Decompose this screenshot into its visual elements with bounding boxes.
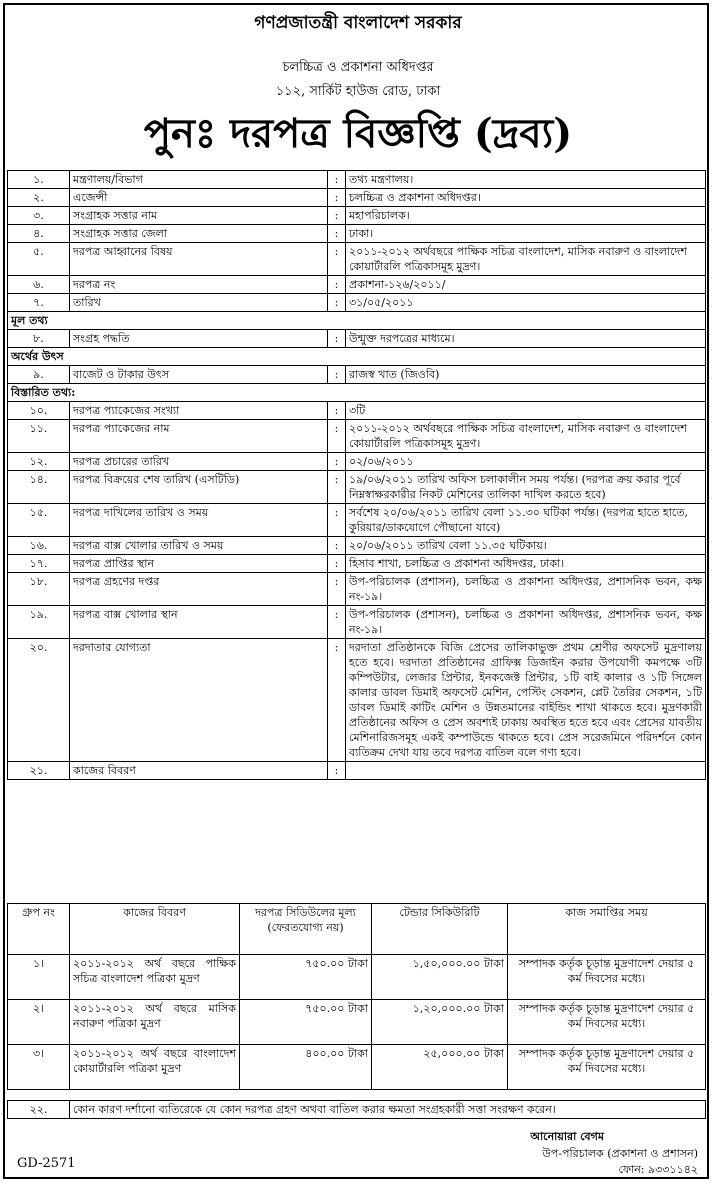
row-colon: : (328, 366, 346, 384)
section-heading (8, 384, 706, 402)
row-value: উন্মুক্ত দরপত্রের মাধ্যমে। (346, 330, 706, 348)
work-details-body (8, 904, 706, 1090)
row-label: সংগ্রহ পদ্ধতি (70, 330, 328, 348)
row-value: ঢাকা। (346, 225, 706, 243)
department-address: ১১২, সার্কিট হাউজ রোড, ঢাকা (275, 84, 441, 99)
detail-row (8, 537, 706, 555)
row-number: ৭. (8, 294, 70, 312)
row-label: সংগ্রাহক সত্তার জেলা (70, 225, 328, 243)
row-number: ৯. (8, 366, 70, 384)
detail-row (8, 573, 706, 606)
tender-security: ১,৫০,০০০.০০ টাকা (372, 955, 508, 1000)
row-label: দরপত্র গ্রহণের দপ্তর (70, 573, 328, 606)
row-value: ৩টি (346, 402, 706, 420)
completion-time: সম্পাদক কর্তৃক চূড়ান্ত মুদ্রণাদেশ দেয়ার ৫ কর্ম দিবসের মধ্যে। (508, 1045, 706, 1090)
department-name: চলচ্চিত্র ও প্রকাশনা অধিদপ্তর (282, 60, 434, 75)
section-title: অর্থের উৎস (8, 348, 706, 366)
info-row (8, 189, 706, 207)
row-label: দরপত্র প্যাকেজের সংখ্যা (70, 402, 328, 420)
row-22 (8, 1101, 706, 1119)
row-colon: : (328, 276, 346, 294)
work-details-table (7, 903, 706, 1090)
detail-row (8, 606, 706, 639)
work-row (8, 1000, 706, 1045)
group-number: ২। (8, 1000, 70, 1045)
detail-row (8, 639, 706, 762)
detail-row (8, 402, 706, 420)
row-colon: : (328, 471, 346, 504)
row-number: ২২. (8, 1101, 70, 1119)
row-value: সর্বশেষ ২০/০৬/২০১১ তারিখ বেলা ১১.৩০ ঘটিকা পর্যন্ত। (দরপত্র হাতে হাতে, কুরিয়ার/ডাকযোগে পৌছানো যাবে) (346, 504, 706, 537)
row-label: দরপত্র নং (70, 276, 328, 294)
row-number: ১৯. (8, 606, 70, 639)
section-title: বিস্তারিত তথ্য: (8, 384, 706, 402)
row-colon: : (328, 504, 346, 537)
row-colon: : (328, 189, 346, 207)
row-value: উপ-পরিচালক (প্রশাসন), চলচ্চিত্র ও প্রকাশনা অধিদপ্তর, প্রশাসনিক ভবন, কক্ষ নং-১৯। (346, 573, 706, 606)
row-label: দরপত্র প্রচারের তারিখ (70, 453, 328, 471)
detail-row (8, 504, 706, 537)
row-number: ৪. (8, 225, 70, 243)
info-row (8, 276, 706, 294)
schedule-price: ৪০০.০০ টাকা (240, 1045, 372, 1090)
row-value: ২০১১-২০১২ অর্থবছরে পাক্ষিক সচিত্র বাংলাদেশ, মাসিক নবারুণ ও বাংলাদেশ কোয়ার্টারলি পত্রিকাসমূহ মুদ্রণ। (346, 420, 706, 453)
row-colon: : (328, 243, 346, 276)
row-value: কোন কারণ দর্শানো ব্যতিরেকে যে কোন দরপত্র গ্রহণ অথবা বাতিল করার ক্ষমতা সংগ্রহকারী সত্তা সংরক্ষণ করেন। (70, 1101, 706, 1119)
row-colon: : (328, 537, 346, 555)
row-number: ১৬. (8, 537, 70, 555)
detail-row (8, 762, 706, 780)
section-heading (8, 312, 706, 330)
row-colon: : (328, 762, 346, 780)
row-number: ১৮. (8, 573, 70, 606)
row-number: ৬. (8, 276, 70, 294)
row-value: মহাপরিচালক। (346, 207, 706, 225)
row-colon: : (328, 207, 346, 225)
tender-security: ১,২০,০০০.০০ টাকা (372, 1000, 508, 1045)
info-row (8, 366, 706, 384)
row-colon: : (328, 453, 346, 471)
row-colon: : (328, 225, 346, 243)
detail-row (8, 420, 706, 453)
row-label: দরদাতার যোগ্যতা (70, 639, 328, 762)
row-value: ২০/০৬/২০১১ তারিখ বেলা ১১.৩৫ ঘটিকায়। (346, 537, 706, 555)
work-row (8, 955, 706, 1000)
gd-code: GD-2571 (17, 1156, 76, 1171)
row-number: ২১. (8, 762, 70, 780)
work-header-row (8, 904, 706, 955)
row-number: ৫. (8, 243, 70, 276)
row-value: ১৯/০৬/২০১১ তারিখ অফিস চলাকালীন সময় পর্যন্ত। (দরপত্র ক্রয় করার পূর্বে নিম্নস্বাক্ষরকারীর নিকট মেশিনের তালিকা দাখিল করতে হবে) (346, 471, 706, 504)
row-colon: : (328, 639, 346, 762)
info-row (8, 225, 706, 243)
row-colon: : (328, 294, 346, 312)
tender-info-body (8, 171, 706, 780)
schedule-price: ৭৫০.০০ টাকা (240, 955, 372, 1000)
work-column-header: দরপত্র সিডিউলের মূল্য (ফেরতযোগ্য নয়) (240, 904, 372, 955)
row-label: মন্ত্রণালয়/বিভাগ (70, 171, 328, 189)
row-value: দরদাতা প্রতিষ্ঠানকে বিজি প্রেসের তালিকাভুক্ত প্রথম শ্রেণীর অফসেট মুদ্রণালয় হতে হবে। দরদাতা প্রতিষ্ঠানের গ্রাফিক্স ডিজাইন করার উপযোগী কমপক্ষে ৩টি কম্পিউটার, লেজার প্রিন্টার, ইনকজেক্ট প্রিন্টার, ১টি বাই কালার ও ১টি সিঙ্গেল কালার ডাবল ডিমাই অফসেট মেশিন, পেস্টিং সেকশন, প্লেট তৈরির সেকশন, ১টি ডাবল ডিমাই কাটিং মেশিন ও উন্নতমানের বাইন্ডিং শাখা থাকতে হবে। মুদ্রণকারী প্রতিষ্ঠানের অফিস ও প্রেস অবশ্যই ঢাকায় অবস্থিত হতে হবে এবং প্রেসের যাবতীয় মেশিনারিজসমূহ একই কম্পাউন্ডে থাকতে হবে। প্রেস সরেজমিনে পরিদর্শনে কোন ব্যতিক্রম দেখা যায় তবে দরপত্র বাতিল বলে গণ্য হবে। (346, 639, 706, 762)
row-colon: : (328, 171, 346, 189)
row-label: দরপত্র আহ্বানের বিষয় (70, 243, 328, 276)
row-number: ১৭. (8, 555, 70, 573)
signatory-designation: উপ-পরিচালক (প্রকাশনা ও প্রশাসন) (542, 1147, 698, 1160)
row-colon: : (328, 555, 346, 573)
section-title: মূল তথ্য (8, 312, 706, 330)
row-label: এজেন্সী (70, 189, 328, 207)
row-label: কাজের বিবরণ (70, 762, 328, 780)
row-value: হিসাব শাখা, চলচ্চিত্র ও প্রকাশনা অধিদপ্তর, ঢাকা। (346, 555, 706, 573)
row-value: ২০১১-২০১২ অর্থবছরে পাক্ষিক সচিত্র বাংলাদেশ, মাসিক নবারুণ ও বাংলাদেশ কোয়ার্টারলি পত্রিকাসমূহ মুদ্রণ। (346, 243, 706, 276)
work-description: ২০১১-২০১২ অর্থ বছরে মাসিক নবারুণ পত্রিকা মুদ্রণ (70, 1000, 240, 1045)
row-value: ০২/০৬/২০১১ (346, 453, 706, 471)
row-number: ১২. (8, 453, 70, 471)
row-number: ১. (8, 171, 70, 189)
work-row (8, 1045, 706, 1090)
notice-title: পুনঃ দরপত্র বিজ্ঞপ্তি (দ্রব্য) (143, 110, 573, 157)
row-number: ৮. (8, 330, 70, 348)
row-colon: : (328, 420, 346, 453)
completion-time: সম্পাদক কর্তৃক চূড়ান্ত মুদ্রণাদেশ দেয়ার ৫ কর্ম দিবসের মধ্যে। (508, 1000, 706, 1045)
row-value: চলচ্চিত্র ও প্রকাশনা অধিদপ্তর। (346, 189, 706, 207)
info-row (8, 294, 706, 312)
info-row (8, 330, 706, 348)
work-column-header: কাজের বিবরণ (70, 904, 240, 955)
row-value: প্রকাশনা-১২৬/২০১১/ (346, 276, 706, 294)
schedule-price: ৭৫০.০০ টাকা (240, 1000, 372, 1045)
info-row (8, 207, 706, 225)
row-label: তারিখ (70, 294, 328, 312)
work-description: ২০১১-২০১২ অর্থ বছরে পাক্ষিক সচিত্র বাংলাদেশ পত্রিকা মুদ্রণ (70, 955, 240, 1000)
final-clause-table (7, 1100, 706, 1119)
row-label: দরপত্র প্যাকেজের নাম (70, 420, 328, 453)
detail-row (8, 555, 706, 573)
tender-security: ২৫,০০০.০০ টাকা (372, 1045, 508, 1090)
row-number: ১১. (8, 420, 70, 453)
row-number: ১৫. (8, 504, 70, 537)
group-number: ৩। (8, 1045, 70, 1090)
section-heading (8, 348, 706, 366)
row-number: ২. (8, 189, 70, 207)
detail-row (8, 471, 706, 504)
work-column-header: টেন্ডার সিকিউরিটি (372, 904, 508, 955)
row-label: বাজেট ও টাকার উৎস (70, 366, 328, 384)
work-column-header: গ্রুপ নং (8, 904, 70, 955)
row-value (346, 762, 706, 780)
row-colon: : (328, 330, 346, 348)
row-label: দরপত্র বাক্স খোলার তারিখ ও সময় (70, 537, 328, 555)
row-value: ৩১/০৫/২০১১ (346, 294, 706, 312)
row-number: ১০. (8, 402, 70, 420)
row-label: দরপত্র বাক্স খোলার স্থান (70, 606, 328, 639)
row-value: উপ-পরিচালক (প্রশাসন), চলচ্চিত্র ও প্রকাশনা অধিদপ্তর, প্রশাসনিক ভবন, কক্ষ নং-১৯। (346, 606, 706, 639)
work-column-header: কাজ সমাপ্তির সময় (508, 904, 706, 955)
row-value: তথ্য মন্ত্রণালয়। (346, 171, 706, 189)
signatory-name: আনোয়ারা বেগম (530, 1130, 604, 1143)
row-colon: : (328, 606, 346, 639)
group-number: ১। (8, 955, 70, 1000)
row-value: রাজস্ব খাত (জিওবি) (346, 366, 706, 384)
completion-time: সম্পাদক কর্তৃক চূড়ান্ত মুদ্রণাদেশ দেয়ার ৫ কর্ম দিবসের মধ্যে। (508, 955, 706, 1000)
work-description: ২০১১-২০১২ অর্থ বছরে বাংলাদেশ কোয়ার্টারলি পত্রিকা মুদ্রণ (70, 1045, 240, 1090)
government-name: গণপ্রজাতন্ত্রী বাংলাদেশ সরকার (254, 13, 462, 33)
detail-row (8, 453, 706, 471)
info-row (8, 243, 706, 276)
row-colon: : (328, 402, 346, 420)
row-label: সংগ্রাহক সত্তার নাম (70, 207, 328, 225)
row-label: দরপত্র প্রাপ্তির স্থান (70, 555, 328, 573)
info-row (8, 171, 706, 189)
row-number: ১৪. (8, 471, 70, 504)
row-colon: : (328, 573, 346, 606)
row-number: ৩. (8, 207, 70, 225)
row-label: দরপত্র বিক্রয়ের শেষ তারিখ (এসটিডি) (70, 471, 328, 504)
row-number: ২০. (8, 639, 70, 762)
tender-info-table (7, 170, 706, 780)
signatory-phone: ফোন: ৯৩৩১১৪২ (618, 1163, 698, 1176)
row-label: দরপত্র দাখিলের তারিখ ও সময় (70, 504, 328, 537)
